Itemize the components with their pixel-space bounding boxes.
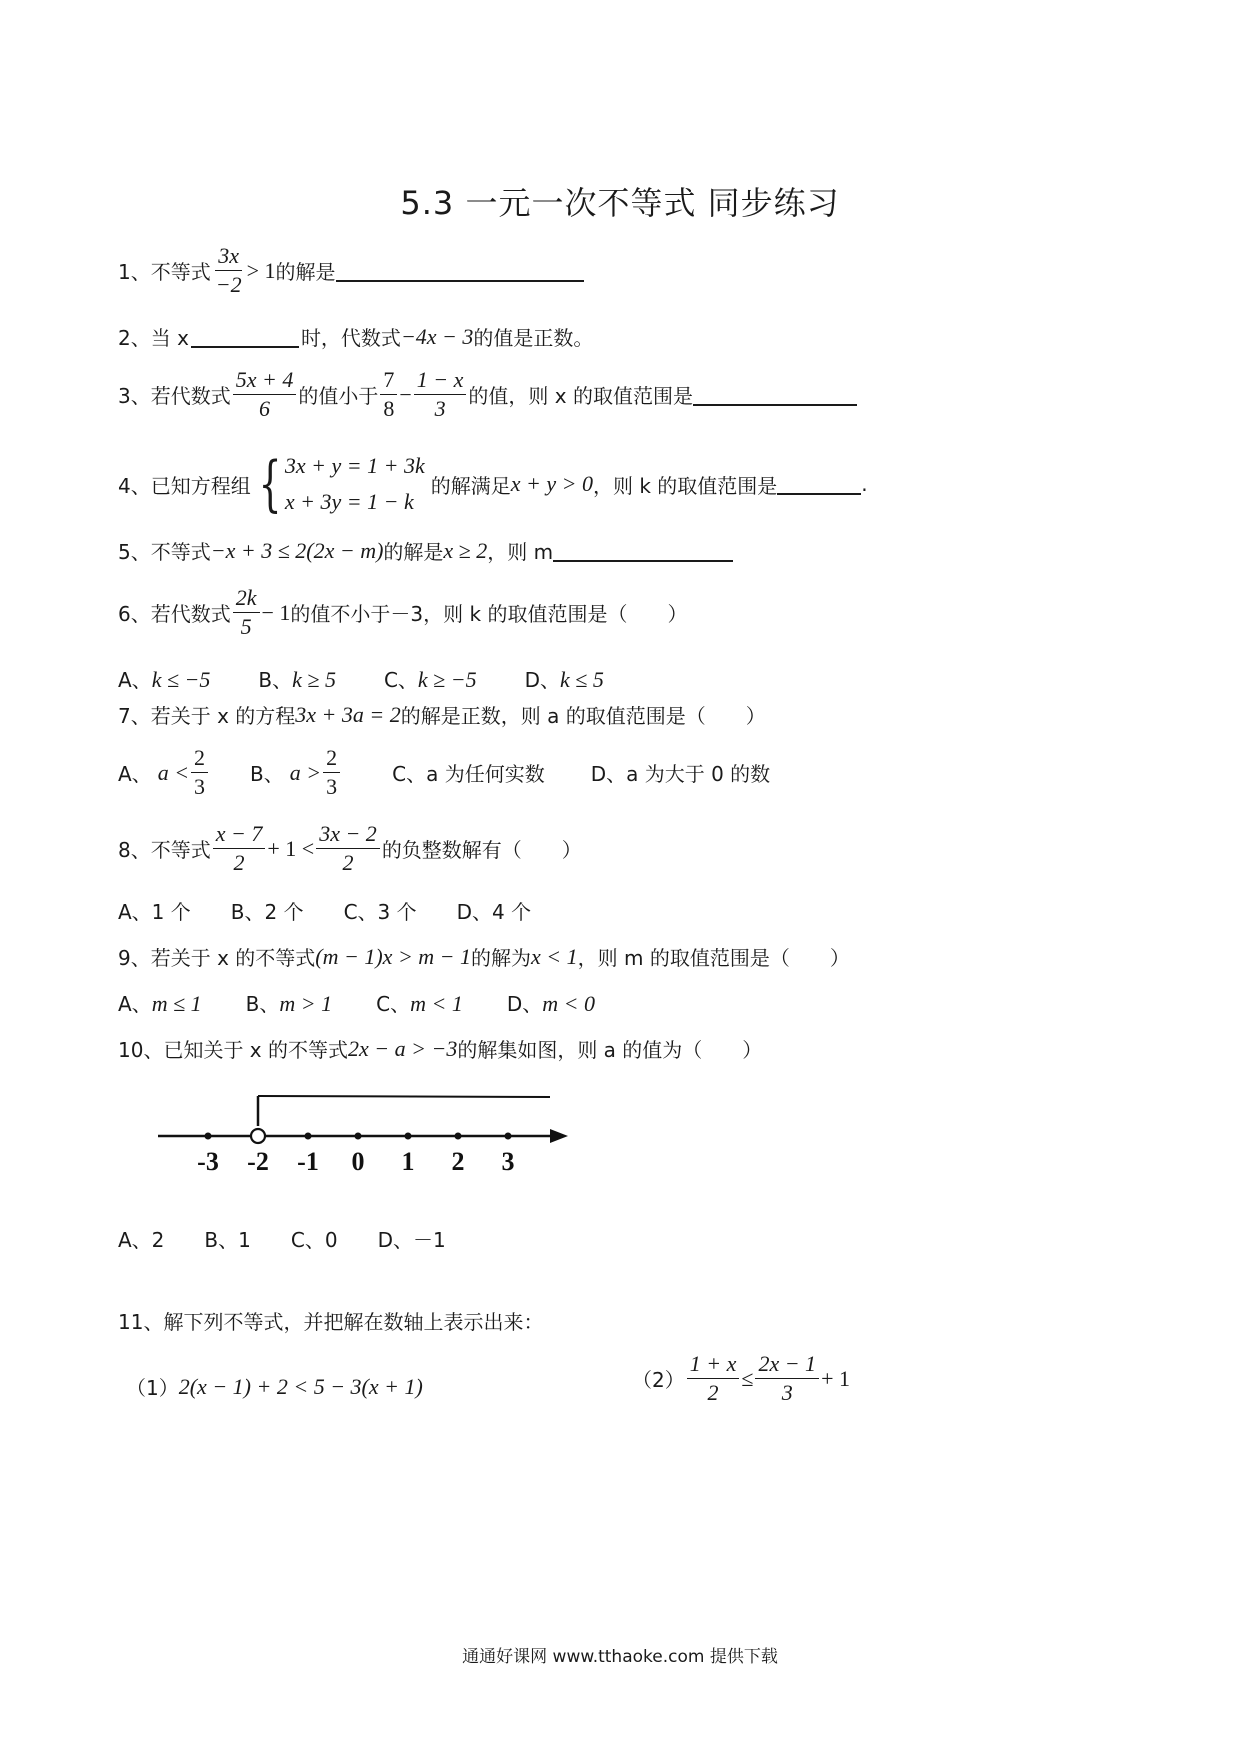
q6-option-c-expr: k ≥ −5 xyxy=(417,667,477,692)
q1-number: 1、 xyxy=(118,260,151,284)
q6-options xyxy=(118,664,604,693)
q11-part-1 xyxy=(126,1372,423,1401)
q9-options xyxy=(118,988,595,1017)
q6-number: 6、 xyxy=(118,602,151,626)
q7-option-b-expr: a > xyxy=(289,759,322,785)
q7-option-a-label: A、 xyxy=(118,762,152,786)
q3-mid: 的值小于 xyxy=(298,384,379,408)
q8-option-c[interactable]: C、3 个 xyxy=(343,900,417,924)
q9-expr: (m − 1)x > m − 1 xyxy=(315,943,472,969)
q5-answer-blank[interactable] xyxy=(553,540,733,562)
q4-answer-blank[interactable] xyxy=(777,473,861,495)
q3-fraction-2 xyxy=(380,368,397,421)
question-9 xyxy=(118,942,850,971)
question-8 xyxy=(118,822,582,875)
q6-option-b[interactable] xyxy=(258,664,336,693)
q6-option-d-expr: k ≤ 5 xyxy=(560,667,604,692)
q8-fraction-1 xyxy=(213,822,266,875)
q4-end: . xyxy=(861,472,868,496)
q8-number: 8、 xyxy=(118,838,151,862)
q11-p2-f1-den: 2 xyxy=(707,1380,719,1405)
q8-f1-den: 2 xyxy=(233,850,245,875)
question-2 xyxy=(118,322,593,351)
q9-post: ，则 m 的取值范围是（ ） xyxy=(577,946,850,970)
q6-frac-den: 5 xyxy=(240,614,252,639)
q9-option-b-label: B、 xyxy=(245,992,280,1016)
q6-frac-num: 2k xyxy=(233,586,260,613)
q10-number: 10、 xyxy=(118,1038,164,1062)
q5-post: ，则 m xyxy=(487,540,554,564)
q1-frac-num: 3x xyxy=(215,244,242,271)
axis-point-2 xyxy=(455,1133,462,1140)
q4-condition: x + y > 0 xyxy=(510,471,593,496)
q2-pre: 当 x xyxy=(150,326,189,350)
q3-fraction-1 xyxy=(233,368,297,421)
q2-answer-blank[interactable] xyxy=(191,326,299,348)
q1-post: 的解是 xyxy=(275,260,336,284)
q8-option-b[interactable]: B、2 个 xyxy=(230,900,304,924)
q8-pre: 不等式 xyxy=(150,838,211,862)
q11-p1-label: （1） xyxy=(126,1376,179,1400)
q7-options xyxy=(118,746,770,799)
q7-number: 7、 xyxy=(118,704,151,728)
q6-option-b-label: B、 xyxy=(258,668,293,692)
q9-option-a-label: A、 xyxy=(118,992,152,1016)
q7-option-d[interactable]: D、a 为大于 0 的数 xyxy=(590,762,771,786)
footer-text: 通通好课网 www.tthaoke.com 提供下载 xyxy=(462,1647,778,1667)
axis-labels xyxy=(197,1147,514,1176)
q5-pre: 不等式 xyxy=(150,540,211,564)
q6-option-c-label: C、 xyxy=(383,668,418,692)
q6-rest: − 1 xyxy=(261,599,291,625)
q3-post: 的值，则 x 的取值范围是 xyxy=(468,384,693,408)
q10-option-b[interactable]: B、1 xyxy=(204,1228,251,1252)
q9-option-b[interactable] xyxy=(246,988,332,1017)
q1-pre: 不等式 xyxy=(150,260,211,284)
q9-option-c-label: C、 xyxy=(376,992,411,1016)
q5-expr: −x + 3 ≤ 2(2x − m) xyxy=(210,537,384,563)
q4-number: 4、 xyxy=(118,473,151,498)
q9-option-a[interactable] xyxy=(118,988,202,1017)
q8-mid: + 1 < xyxy=(267,835,315,861)
q7-post: 的解是正数，则 a 的取值范围是（ ） xyxy=(400,704,766,728)
q11-p2-rest: + 1 xyxy=(821,1365,850,1391)
q1-fraction xyxy=(213,244,245,297)
axis-label--3: -3 xyxy=(197,1147,219,1176)
axis-point--1 xyxy=(305,1133,312,1140)
question-4 xyxy=(118,448,868,520)
solution-ray-horizontal xyxy=(258,1096,550,1097)
q3-pre: 若代数式 xyxy=(150,384,231,408)
question-1 xyxy=(118,244,584,297)
question-10 xyxy=(118,1034,762,1063)
q4-brace: { xyxy=(258,449,282,519)
q6-option-d-label: D、 xyxy=(524,668,561,692)
q6-post: 的值不小于－3，则 k 的取值范围是（ ） xyxy=(290,602,688,626)
axis-label-0: 0 xyxy=(351,1147,365,1176)
axis-label--1: -1 xyxy=(297,1147,319,1176)
q6-pre: 若代数式 xyxy=(150,602,231,626)
q9-option-c-expr: m < 1 xyxy=(410,991,463,1016)
q3-fraction-3 xyxy=(414,368,467,421)
q6-option-b-expr: k ≥ 5 xyxy=(292,667,336,692)
q7-option-b-label: B、 xyxy=(250,762,284,786)
q4-post: ，则 k 的取值范围是 xyxy=(593,473,778,498)
q4-eq1: 3x + y = 1 + 3k xyxy=(284,453,425,478)
q11-part-2 xyxy=(632,1352,850,1405)
number-line-arrow xyxy=(550,1129,568,1143)
q11-p1-expr: 2(x − 1) + 2 < 5 − 3(x + 1) xyxy=(178,1373,423,1399)
q9-option-b-expr: m > 1 xyxy=(279,991,333,1016)
axis-point-3 xyxy=(505,1133,512,1140)
q4-eq2: x + 3y = 1 − k xyxy=(284,489,414,514)
q3-f2-num: 7 xyxy=(380,368,397,395)
q10-options xyxy=(118,1224,446,1253)
q3-minus: − xyxy=(399,381,412,407)
q7-option-b-den: 3 xyxy=(326,774,338,799)
q9-pre: 若关于 x 的不等式 xyxy=(150,946,316,970)
q7-option-a-num: 2 xyxy=(191,746,208,773)
q3-f3-num: 1 − x xyxy=(414,368,467,395)
q10-option-d[interactable]: D、－1 xyxy=(377,1228,446,1252)
q11-p2-f2-num: 2x − 1 xyxy=(755,1352,819,1379)
q8-f2-den: 2 xyxy=(342,850,354,875)
q8-fraction-2 xyxy=(316,822,380,875)
q6-option-a[interactable] xyxy=(118,664,210,693)
page-title: 5.3 一元一次不等式 同步练习 xyxy=(400,184,840,222)
q1-relation: > 1 xyxy=(246,257,276,283)
q8-option-a[interactable]: A、1 个 xyxy=(118,900,191,924)
q6-option-d[interactable] xyxy=(525,664,604,693)
q9-option-a-expr: m ≤ 1 xyxy=(151,991,202,1016)
q6-option-a-label: A、 xyxy=(118,668,152,692)
q8-options xyxy=(118,896,531,925)
q11-p2-f1-num: 1 + x xyxy=(687,1352,740,1379)
q6-fraction xyxy=(233,586,260,639)
q9-solution: x < 1 xyxy=(531,943,578,969)
question-6 xyxy=(118,586,687,639)
q7-option-a-fraction xyxy=(191,746,208,799)
q11-p2-fraction-2 xyxy=(755,1352,819,1405)
number-line-figure xyxy=(150,1080,580,1180)
q9-number: 9、 xyxy=(118,946,151,970)
open-circle-marker xyxy=(251,1129,265,1143)
q7-option-a-expr: a < xyxy=(157,759,190,785)
q7-option-b-num: 2 xyxy=(323,746,340,773)
axis-point--3 xyxy=(205,1133,212,1140)
axis-label-2: 2 xyxy=(451,1147,465,1176)
q1-answer-blank[interactable] xyxy=(336,260,584,282)
q11-p2-f2-den: 3 xyxy=(781,1380,793,1405)
q7-expr: 3x + 3a = 2 xyxy=(295,701,401,727)
q2-number: 2、 xyxy=(118,326,151,350)
q3-f1-den: 6 xyxy=(259,396,271,421)
q3-answer-blank[interactable] xyxy=(693,384,857,406)
q7-option-a-den: 3 xyxy=(194,774,206,799)
question-7 xyxy=(118,700,766,729)
question-11: 11、解下列不等式，并把解在数轴上表示出来： xyxy=(118,1310,544,1334)
axis-label--2: -2 xyxy=(247,1147,269,1176)
question-5 xyxy=(118,536,733,565)
q9-option-c[interactable] xyxy=(376,988,463,1017)
q7-pre: 若关于 x 的方程 xyxy=(150,704,296,728)
q2-expr: −4x − 3 xyxy=(400,323,474,349)
q10-expr: 2x − a > −3 xyxy=(348,1035,458,1061)
q3-f2-den: 8 xyxy=(383,396,395,421)
q11-p2-fraction-1 xyxy=(687,1352,740,1405)
axis-label-1: 1 xyxy=(401,1147,415,1176)
question-3 xyxy=(118,368,857,421)
q5-solution: x ≥ 2 xyxy=(443,537,488,563)
axis-point-1 xyxy=(405,1133,412,1140)
q10-option-a[interactable]: A、2 xyxy=(118,1228,165,1252)
q9-option-d[interactable] xyxy=(507,988,595,1017)
q3-f3-den: 3 xyxy=(434,396,446,421)
q9-mid: 的解为 xyxy=(471,946,532,970)
q5-mid: 的解是 xyxy=(383,540,444,564)
q11-p2-label: （2） xyxy=(632,1368,685,1392)
q2-mid: 时，代数式 xyxy=(300,326,401,350)
q10-pre: 已知关于 x 的不等式 xyxy=(163,1038,349,1062)
q2-post: 的值是正数。 xyxy=(473,326,594,350)
q3-number: 3、 xyxy=(118,384,151,408)
q10-post: 的解集如图，则 a 的值为（ ） xyxy=(457,1038,763,1062)
q1-frac-den: −2 xyxy=(215,272,242,297)
q8-f1-num: x − 7 xyxy=(213,822,266,849)
q4-pre: 已知方程组 xyxy=(150,473,251,498)
q4-system xyxy=(285,448,425,520)
q6-option-c[interactable] xyxy=(384,664,477,693)
q6-option-a-expr: k ≤ −5 xyxy=(151,667,211,692)
q7-option-b-fraction xyxy=(323,746,340,799)
q7-option-a[interactable] xyxy=(118,746,210,799)
q4-mid: 的解满足 xyxy=(430,473,511,498)
q7-option-b[interactable] xyxy=(250,746,342,799)
q8-post: 的负整数解有（ ） xyxy=(381,838,582,862)
q10-option-c[interactable]: C、0 xyxy=(290,1228,338,1252)
q8-f2-num: 3x − 2 xyxy=(316,822,380,849)
q7-option-c[interactable]: C、a 为任何实数 xyxy=(392,762,545,786)
q3-f1-num: 5x + 4 xyxy=(233,368,297,395)
q5-number: 5、 xyxy=(118,540,151,564)
q11-p2-relation: ≤ xyxy=(741,1365,754,1391)
axis-point-0 xyxy=(355,1133,362,1140)
axis-label-3: 3 xyxy=(501,1147,515,1176)
q9-option-d-expr: m < 0 xyxy=(542,991,595,1016)
q9-option-d-label: D、 xyxy=(506,992,543,1016)
q8-option-d[interactable]: D、4 个 xyxy=(456,900,532,924)
